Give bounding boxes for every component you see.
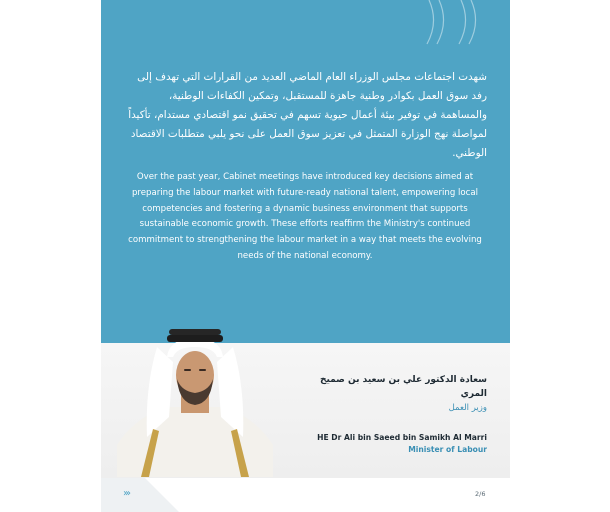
page-number: 2/6	[475, 490, 486, 498]
speaker-name-arabic: سعادة الدكتور علي بن سعيد بن صميخ المري	[319, 375, 487, 399]
quote-mark-icon	[425, 0, 487, 46]
arabic-quote-text: شهدت اجتماعات مجلس الوزراء العام الماضي العديد من القرارات التي تهدف إلى رفد سوق العمل بكوادر وطنية جاهزة للمستقبل، وتمكين الكفاءات الوطنية، والمساهمة في توفير بيئة أعمال حيوية تسهم في تحقيق نمو اقتصادي مستدام، تأكيداً لمواصلة نهج الوزارة المتمثل في تعزيز سوق العمل على نحو يلبي متطلبات الاقتصاد الوطني.	[128, 71, 487, 159]
speaker-title-arabic: وزير العمل	[448, 403, 487, 413]
speaker-name-english: HE Dr Ali bin Saeed bin Samikh Al Marri	[317, 433, 487, 442]
speaker-title-english: Minister of Labour	[408, 445, 487, 454]
page-footer	[101, 478, 510, 512]
footer-background	[101, 478, 510, 512]
page-card	[101, 0, 510, 512]
speaker-block	[291, 373, 487, 456]
next-chevrons-icon[interactable]: ›››	[123, 488, 129, 499]
english-quote-text: Over the past year, Cabinet meetings have introduced key decisions aimed at preparing the labour market with future-ready national talent, empowering local competencies and fostering a dynamic business environment that supports sustainable economic growth. These efforts reaffirm the Ministry's continued commitment to strengthening the labour market in a way that meets the evolving needs of the national economy.	[128, 172, 482, 261]
person-portrait	[117, 317, 273, 477]
